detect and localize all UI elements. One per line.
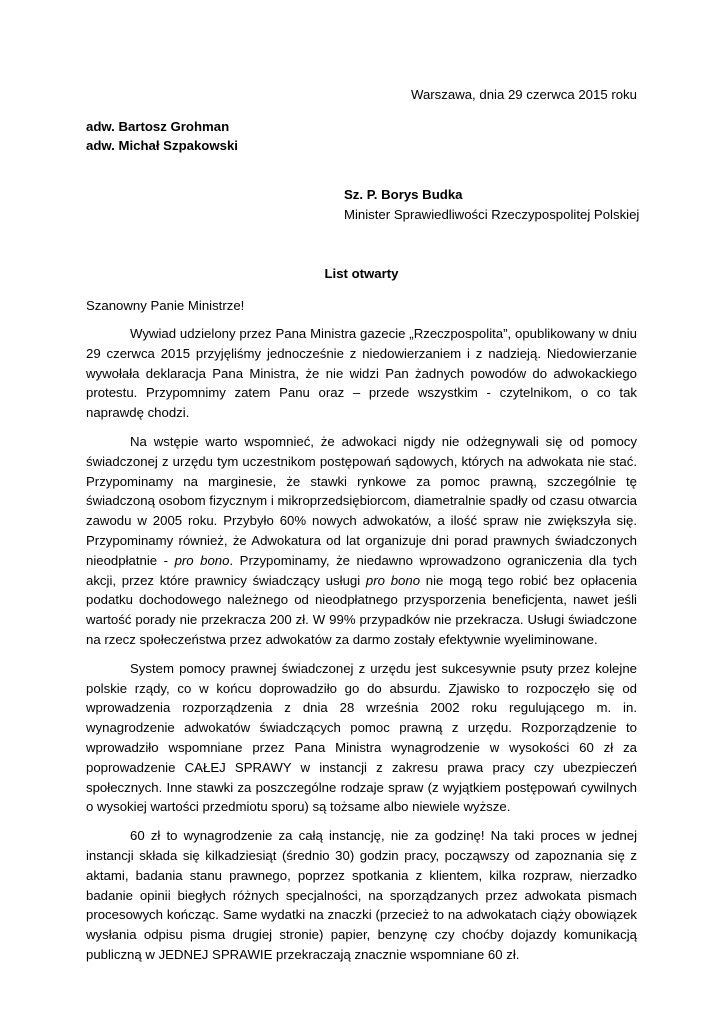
recipient-name: Sz. P. Borys Budka (344, 187, 463, 202)
paragraph-text: System pomocy prawnej świadczonej z urzędu jest sukcesywnie psuty przez kolejne polskie rządy, co w końcu doprowadziło go do absurdu. Zjawisko to rozpoczęło się od wprowadzenia rozporządzenia z dnia 28 września 2002 roku regulującego m. in. wynagrodzenie adwokatów świadczących pomoc prawną z urzędu. Rozporządzenie to wprowadziło wspomniane przez Pana Ministra wynagrodzenie w wysokości 60 zł za poprowadzenie CAŁEJ SPRAWY w instancji z zakresu prawa pracy czy ubezpieczeń społecznych. Inne stawki za poszczególne rodzaje spraw (z wyjątkiem postępowań cywilnych o wysokiej wartości przedmiotu sporu) są tożsame albo niewiele wyższe. (86, 660, 637, 815)
letter-body (86, 324, 637, 974)
paragraph-text: . Przypominamy, że niedawno wprowadzono ograniczenia dla tych akcji, przez które prawnicy świadczący usługi (86, 552, 637, 588)
document-title: List otwarty (324, 266, 399, 281)
paragraph-text: Na wstępie warto wspomnieć, że adwokaci nigdy nie odżegnywali się od pomocy świadczonej z urzędu tym uczestnikom postępowań sądowych, których na adwokata nie stać. Przypominamy na marginesie, że stawki rynkowe za pomoc prawną, szczególnie tę świadczoną osobom fizycznym i mikroprzedsiębiorcom, diametralnie spadły od czasu otwarcia zawodu w 2005 roku. Przybyło 60% nowych adwokatów, a ilość spraw nie zwiększyła się. Przypominamy również, że Adwokatura od lat organizuje dni porad prawnych świadczonych nieodpłatnie - (86, 433, 637, 568)
body-paragraph (86, 324, 637, 423)
body-paragraph (86, 432, 637, 650)
paragraph-text: Wywiad udzielony przez Pana Ministra gazecie „Rzeczpospolita”, opublikowany w dniu 29 czerwca 2015 przyjęliśmy jednocześnie z niedowierzaniem i z nadzieją. Niedowierzanie wywołała deklaracja Pana Ministra, że nie widzi Pan żadnych powodów do adwokackiego protestu. Przypomnimy zatem Panu oraz – przede wszystkim - czytelnikom, o co tak naprawdę chodzi. (86, 326, 637, 421)
sender-name: adw. Michał Szpakowski (86, 138, 238, 153)
emphasized-text: pro bono (174, 552, 230, 568)
emphasized-text: pro bono (365, 572, 421, 588)
recipient-block (344, 185, 639, 225)
salutation: Szanowny Panie Ministrze! (86, 298, 245, 313)
body-paragraph (86, 826, 637, 965)
sender-name: adw. Bartosz Grohman (86, 119, 230, 134)
body-paragraph (86, 659, 637, 817)
date-line: Warszawa, dnia 29 czerwca 2015 roku (410, 87, 637, 102)
paragraph-text: 60 zł to wynagrodzenie za całą instancję, nie za godzinę! Na taki proces w jednej instancji składa się kilkadziesiąt (średnio 30) godzin pracy, począwszy od zapoznania się z aktami, badania stanu prawnego, poprzez spotkania z klientem, kilka rozpraw, nierzadko badanie opinii biegłych różnych specjalności, na sporządzanych przez adwokata pismach procesowych kończąc. Same wydatki na znaczki (przecież to na adwokatach ciąży obowiązek wysłania odpisu pisma drugiej stronie) papier, benzynę czy choćby dojazdy komunikacją publiczną w JEDNEJ SPRAWIE przekraczają znacznie wspomniane 60 zł. (86, 828, 637, 962)
recipient-title: Minister Sprawiedliwości Rzeczypospolitej Polskiej (344, 207, 640, 222)
senders-block (86, 117, 238, 155)
paragraph-text: nie mogą tego robić bez opłacenia podatku dochodowego należnego od nieodpłatnego przysporzenia beneficjenta, nawet jeśli wartość porady nie przekracza 200 zł. W 99% przypadków nie przekracza. Usługi świadczone na rzecz społeczeństwa przez adwokatów za darmo zostały efektywnie wyeliminowane. (86, 572, 638, 647)
